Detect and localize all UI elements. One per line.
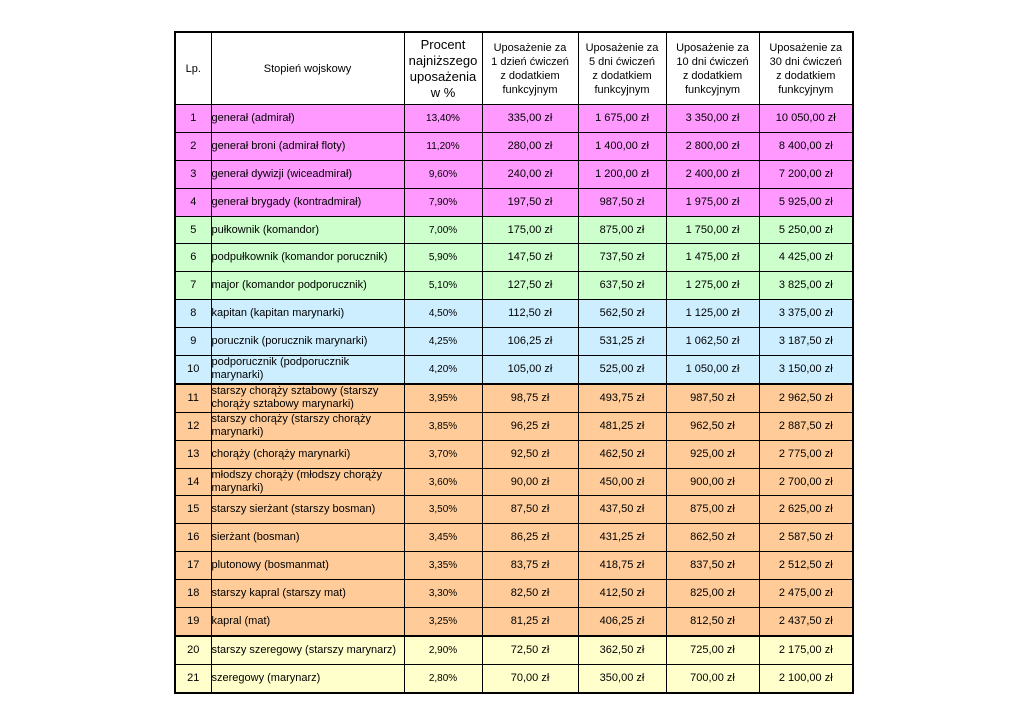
- cell-pay-1-day: 147,50 zł: [482, 244, 578, 272]
- cell-pay-1-day: 70,00 zł: [482, 664, 578, 692]
- cell-percent: 5,90%: [404, 244, 482, 272]
- cell-pay-30-days: 5 925,00 zł: [759, 188, 853, 216]
- cell-percent: 11,20%: [404, 132, 482, 160]
- header-line: uposażenia: [409, 68, 477, 84]
- cell-pay-5-days: 418,75 zł: [578, 552, 666, 580]
- cell-pay-30-days: 3 375,00 zł: [759, 300, 853, 328]
- cell-pay-10-days: 1 475,00 zł: [666, 244, 759, 272]
- cell-pay-5-days: 481,25 zł: [578, 412, 666, 440]
- cell-lp: 7: [175, 272, 211, 300]
- cell-pay-30-days: 10 050,00 zł: [759, 105, 853, 133]
- header-line: najniższego: [408, 52, 478, 68]
- cell-pay-30-days: 2 625,00 zł: [759, 496, 853, 524]
- cell-pay-1-day: 105,00 zł: [482, 356, 578, 384]
- table-row: [175, 608, 853, 636]
- cell-pay-10-days: 900,00 zł: [666, 468, 759, 496]
- cell-rank: podporucznik (podporucznik marynarki): [211, 356, 404, 384]
- cell-pay-5-days: 531,25 zł: [578, 328, 666, 356]
- cell-pay-5-days: 1 675,00 zł: [578, 105, 666, 133]
- cell-pay-30-days: 5 250,00 zł: [759, 216, 853, 244]
- cell-rank: starszy chorąży sztabowy (starszy chorąży sztabowy marynarki): [211, 384, 404, 412]
- header-line: funkcyjnym: [684, 83, 741, 96]
- cell-pay-5-days: 450,00 zł: [578, 468, 666, 496]
- cell-pay-10-days: 1 750,00 zł: [666, 216, 759, 244]
- cell-pay-5-days: 437,50 zł: [578, 496, 666, 524]
- header-line: funkcyjnym: [594, 83, 650, 96]
- cell-rank: plutonowy (bosmanmat): [211, 552, 404, 580]
- cell-pay-30-days: 2 775,00 zł: [759, 440, 853, 468]
- cell-rank: starszy szeregowy (starszy marynarz): [211, 636, 404, 664]
- cell-pay-30-days: 2 700,00 zł: [759, 468, 853, 496]
- header-pay-5-days: [578, 32, 666, 105]
- cell-pay-10-days: 1 125,00 zł: [666, 300, 759, 328]
- cell-rank: starszy kapral (starszy mat): [211, 580, 404, 608]
- cell-lp: 19: [175, 608, 211, 636]
- cell-lp: 2: [175, 132, 211, 160]
- cell-pay-10-days: 725,00 zł: [666, 636, 759, 664]
- cell-percent: 3,85%: [404, 412, 482, 440]
- table-row: [175, 328, 853, 356]
- table-row: [175, 552, 853, 580]
- cell-pay-30-days: 2 587,50 zł: [759, 524, 853, 552]
- cell-pay-1-day: 72,50 zł: [482, 636, 578, 664]
- cell-pay-30-days: 3 150,00 zł: [759, 356, 853, 384]
- cell-pay-10-days: 700,00 zł: [666, 664, 759, 692]
- cell-lp: 4: [175, 188, 211, 216]
- cell-pay-1-day: 81,25 zł: [482, 608, 578, 636]
- header-line: w %: [430, 84, 456, 100]
- cell-pay-30-days: 4 425,00 zł: [759, 244, 853, 272]
- cell-rank: starszy sierżant (starszy bosman): [211, 496, 404, 524]
- cell-pay-30-days: 3 825,00 zł: [759, 272, 853, 300]
- header-line: 10 dni ćwiczeń: [676, 55, 749, 68]
- table-row: [175, 412, 853, 440]
- table-row: [175, 216, 853, 244]
- pay-table: [174, 31, 854, 694]
- cell-pay-10-days: 1 275,00 zł: [666, 272, 759, 300]
- cell-pay-5-days: 406,25 zł: [578, 608, 666, 636]
- cell-rank: sierżant (bosman): [211, 524, 404, 552]
- cell-percent: 9,60%: [404, 160, 482, 188]
- cell-percent: 3,35%: [404, 552, 482, 580]
- table-row: [175, 244, 853, 272]
- cell-rank: porucznik (porucznik marynarki): [211, 328, 404, 356]
- cell-pay-1-day: 90,00 zł: [482, 468, 578, 496]
- cell-pay-1-day: 240,00 zł: [482, 160, 578, 188]
- cell-lp: 6: [175, 244, 211, 272]
- table-body: [175, 105, 853, 693]
- cell-pay-30-days: 2 475,00 zł: [759, 580, 853, 608]
- cell-pay-30-days: 2 175,00 zł: [759, 636, 853, 664]
- cell-pay-30-days: 2 100,00 zł: [759, 664, 853, 692]
- cell-percent: 13,40%: [404, 105, 482, 133]
- cell-lp: 20: [175, 636, 211, 664]
- cell-pay-10-days: 812,50 zł: [666, 608, 759, 636]
- table-row: [175, 300, 853, 328]
- header-line: z dodatkiem: [500, 69, 560, 82]
- cell-lp: 8: [175, 300, 211, 328]
- table-row: [175, 105, 853, 133]
- cell-rank: chorąży (chorąży marynarki): [211, 440, 404, 468]
- cell-pay-30-days: 2 962,50 zł: [759, 384, 853, 412]
- cell-rank: kapitan (kapitan marynarki): [211, 300, 404, 328]
- cell-pay-1-day: 106,25 zł: [482, 328, 578, 356]
- cell-percent: 2,80%: [404, 664, 482, 692]
- cell-lp: 11: [175, 384, 211, 412]
- table-row: [175, 580, 853, 608]
- header-line: funkcyjnym: [502, 83, 558, 96]
- cell-pay-10-days: 3 350,00 zł: [666, 105, 759, 133]
- cell-pay-10-days: 1 975,00 zł: [666, 188, 759, 216]
- cell-pay-5-days: 350,00 zł: [578, 664, 666, 692]
- cell-pay-5-days: 737,50 zł: [578, 244, 666, 272]
- cell-percent: 3,25%: [404, 608, 482, 636]
- cell-lp: 15: [175, 496, 211, 524]
- cell-pay-1-day: 83,75 zł: [482, 552, 578, 580]
- header-line: funkcyjnym: [778, 83, 834, 96]
- cell-lp: 9: [175, 328, 211, 356]
- header-line: Uposażenie za: [769, 41, 843, 54]
- cell-lp: 10: [175, 356, 211, 384]
- cell-pay-1-day: 197,50 zł: [482, 188, 578, 216]
- table-row: [175, 496, 853, 524]
- cell-pay-1-day: 280,00 zł: [482, 132, 578, 160]
- cell-pay-5-days: 637,50 zł: [578, 272, 666, 300]
- header-line: z dodatkiem: [776, 69, 836, 82]
- cell-lp: 13: [175, 440, 211, 468]
- cell-lp: 5: [175, 216, 211, 244]
- cell-percent: 3,95%: [404, 384, 482, 412]
- cell-pay-30-days: 3 187,50 zł: [759, 328, 853, 356]
- cell-pay-1-day: 96,25 zł: [482, 412, 578, 440]
- cell-lp: 18: [175, 580, 211, 608]
- header-pay-30-days: [759, 32, 853, 105]
- cell-pay-5-days: 1 200,00 zł: [578, 160, 666, 188]
- cell-pay-5-days: 875,00 zł: [578, 216, 666, 244]
- cell-rank: podpułkownik (komandor porucznik): [211, 244, 404, 272]
- table-row: [175, 356, 853, 384]
- cell-lp: 1: [175, 105, 211, 133]
- cell-pay-1-day: 86,25 zł: [482, 524, 578, 552]
- cell-lp: 12: [175, 412, 211, 440]
- cell-lp: 16: [175, 524, 211, 552]
- cell-pay-10-days: 825,00 zł: [666, 580, 759, 608]
- cell-rank: generał (admirał): [211, 105, 404, 133]
- cell-rank: szeregowy (marynarz): [211, 664, 404, 692]
- cell-pay-10-days: 1 050,00 zł: [666, 356, 759, 384]
- table-row: [175, 664, 853, 692]
- cell-pay-5-days: 412,50 zł: [578, 580, 666, 608]
- header-line: Uposażenie za: [585, 41, 659, 54]
- cell-percent: 3,50%: [404, 496, 482, 524]
- cell-pay-5-days: 431,25 zł: [578, 524, 666, 552]
- header-rank: Stopień wojskowy: [211, 32, 404, 105]
- cell-rank: kapral (mat): [211, 608, 404, 636]
- cell-pay-5-days: 1 400,00 zł: [578, 132, 666, 160]
- cell-pay-30-days: 2 437,50 zł: [759, 608, 853, 636]
- cell-lp: 17: [175, 552, 211, 580]
- cell-pay-10-days: 862,50 zł: [666, 524, 759, 552]
- cell-pay-10-days: 875,00 zł: [666, 496, 759, 524]
- cell-percent: 4,20%: [404, 356, 482, 384]
- cell-lp: 3: [175, 160, 211, 188]
- cell-pay-1-day: 127,50 zł: [482, 272, 578, 300]
- cell-percent: 3,45%: [404, 524, 482, 552]
- cell-pay-5-days: 987,50 zł: [578, 188, 666, 216]
- cell-rank: generał brygady (kontradmirał): [211, 188, 404, 216]
- cell-percent: 5,10%: [404, 272, 482, 300]
- table-row: [175, 524, 853, 552]
- cell-percent: 3,70%: [404, 440, 482, 468]
- header-line: Uposażenie za: [493, 41, 567, 54]
- header-line: 1 dzień ćwiczeń: [491, 55, 569, 68]
- header-pay-1-day: [482, 32, 578, 105]
- cell-pay-1-day: 335,00 zł: [482, 105, 578, 133]
- header-pay-10-days: [666, 32, 759, 105]
- cell-pay-5-days: 493,75 zł: [578, 384, 666, 412]
- cell-pay-5-days: 362,50 zł: [578, 636, 666, 664]
- cell-lp: 14: [175, 468, 211, 496]
- header-percent: [404, 32, 482, 105]
- cell-percent: 3,30%: [404, 580, 482, 608]
- table-row: [175, 272, 853, 300]
- cell-lp: 21: [175, 664, 211, 692]
- header-line: z dodatkiem: [682, 69, 743, 82]
- cell-percent: 2,90%: [404, 636, 482, 664]
- cell-pay-1-day: 112,50 zł: [482, 300, 578, 328]
- cell-pay-10-days: 925,00 zł: [666, 440, 759, 468]
- cell-rank: generał dywizji (wiceadmirał): [211, 160, 404, 188]
- cell-pay-10-days: 2 400,00 zł: [666, 160, 759, 188]
- cell-pay-30-days: 2 887,50 zł: [759, 412, 853, 440]
- cell-rank: młodszy chorąży (młodszy chorąży marynarki): [211, 468, 404, 496]
- header-line: Uposażenie za: [676, 41, 749, 54]
- table-row: [175, 636, 853, 664]
- cell-pay-5-days: 525,00 zł: [578, 356, 666, 384]
- table-row: [175, 160, 853, 188]
- cell-pay-1-day: 87,50 zł: [482, 496, 578, 524]
- cell-percent: 7,00%: [404, 216, 482, 244]
- cell-pay-10-days: 2 800,00 zł: [666, 132, 759, 160]
- cell-pay-30-days: 2 512,50 zł: [759, 552, 853, 580]
- cell-pay-5-days: 462,50 zł: [578, 440, 666, 468]
- cell-rank: generał broni (admirał floty): [211, 132, 404, 160]
- cell-pay-10-days: 987,50 zł: [666, 384, 759, 412]
- header-line: 30 dni ćwiczeń: [769, 55, 842, 68]
- cell-percent: 4,50%: [404, 300, 482, 328]
- header-line: z dodatkiem: [592, 69, 652, 82]
- cell-rank: starszy chorąży (starszy chorąży marynarki): [211, 412, 404, 440]
- header-line: 5 dni ćwiczeń: [588, 55, 656, 68]
- cell-pay-10-days: 962,50 zł: [666, 412, 759, 440]
- cell-pay-10-days: 1 062,50 zł: [666, 328, 759, 356]
- header-row: [175, 32, 853, 105]
- table-row: [175, 132, 853, 160]
- table-header: [175, 32, 853, 105]
- cell-pay-5-days: 562,50 zł: [578, 300, 666, 328]
- table-row: [175, 440, 853, 468]
- cell-rank: major (komandor podporucznik): [211, 272, 404, 300]
- cell-pay-1-day: 82,50 zł: [482, 580, 578, 608]
- cell-pay-10-days: 837,50 zł: [666, 552, 759, 580]
- header-line: Procent: [420, 36, 466, 52]
- cell-pay-1-day: 92,50 zł: [482, 440, 578, 468]
- table-row: [175, 384, 853, 412]
- cell-pay-1-day: 175,00 zł: [482, 216, 578, 244]
- cell-percent: 3,60%: [404, 468, 482, 496]
- cell-pay-30-days: 8 400,00 zł: [759, 132, 853, 160]
- cell-pay-1-day: 98,75 zł: [482, 384, 578, 412]
- cell-percent: 7,90%: [404, 188, 482, 216]
- cell-rank: pułkownik (komandor): [211, 216, 404, 244]
- table-row: [175, 188, 853, 216]
- cell-pay-30-days: 7 200,00 zł: [759, 160, 853, 188]
- cell-percent: 4,25%: [404, 328, 482, 356]
- table-row: [175, 468, 853, 496]
- header-lp: Lp.: [175, 32, 211, 105]
